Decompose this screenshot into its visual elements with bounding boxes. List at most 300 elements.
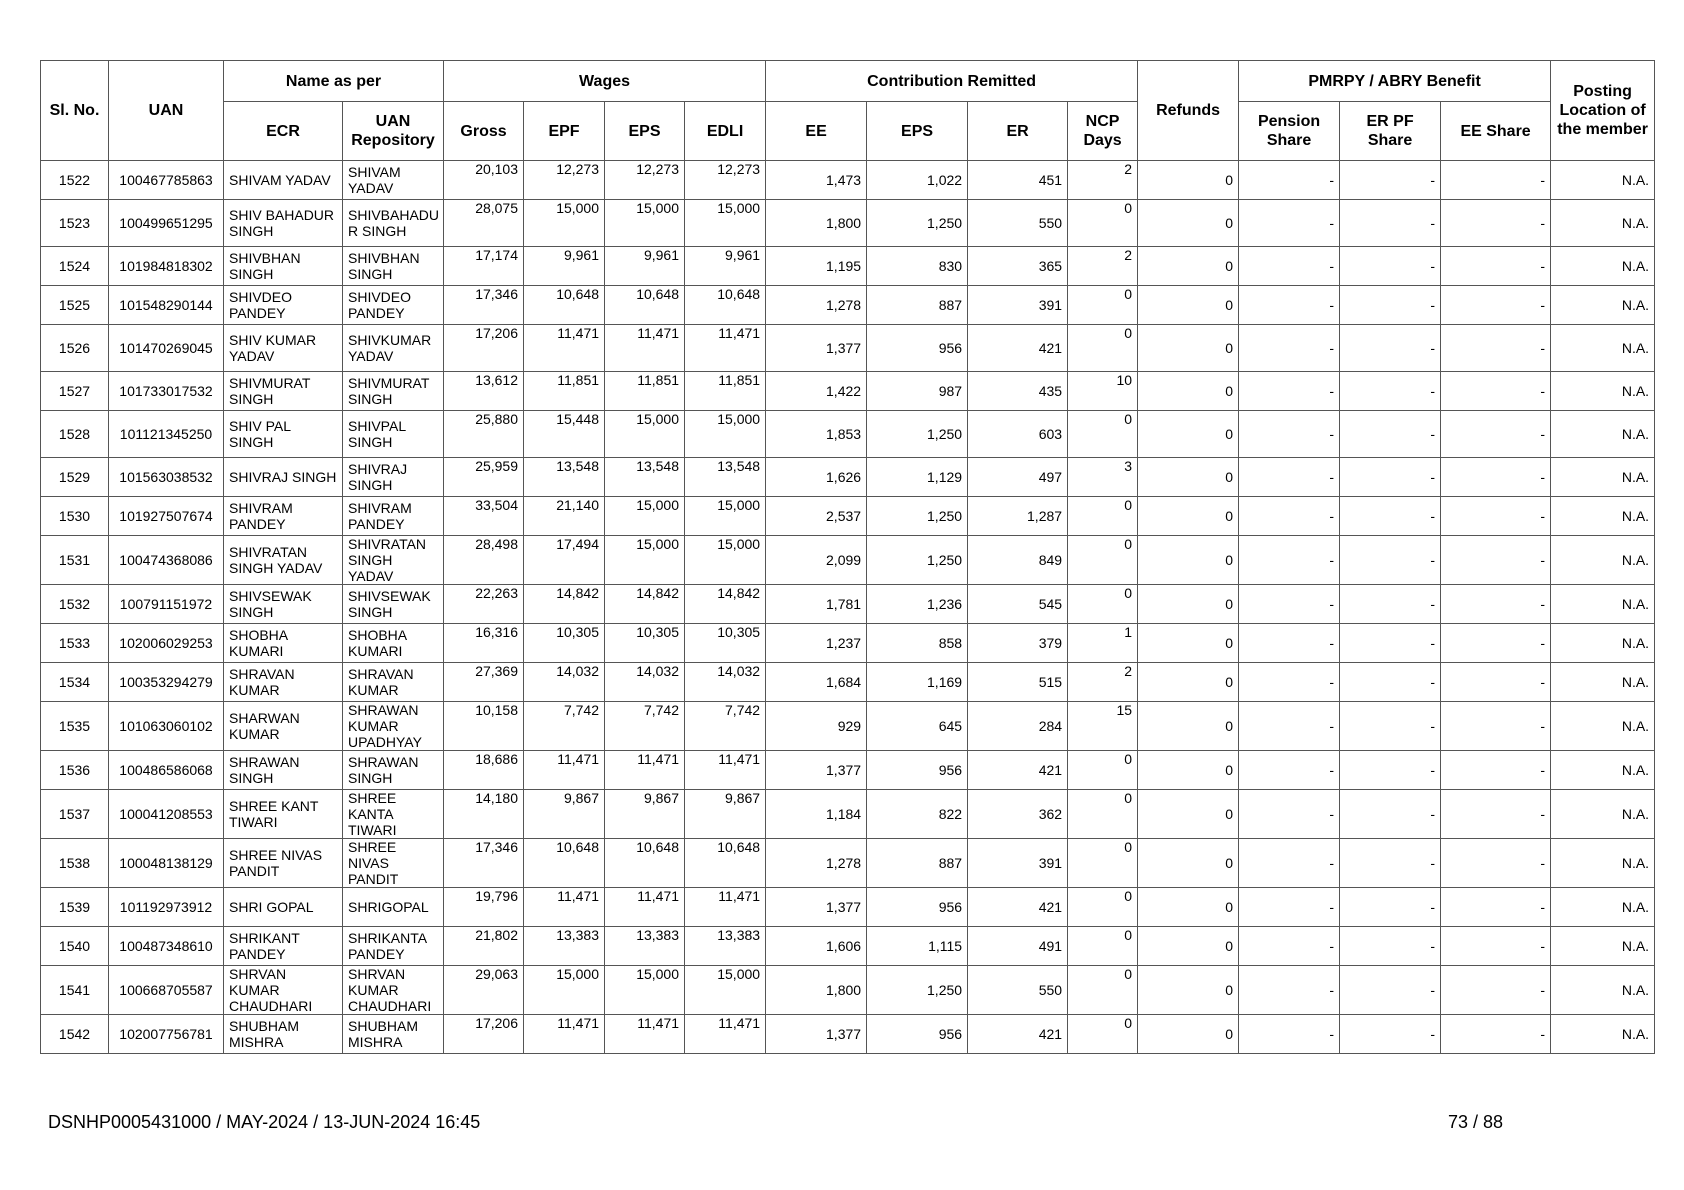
cell-ecr-name: SHIV PAL SINGH — [224, 411, 343, 458]
group-name-as-per: Name as per — [224, 61, 444, 102]
table-row — [41, 839, 1655, 888]
cell-sl-no: 1537 — [41, 790, 109, 839]
cell-posting-location: N.A. — [1551, 1015, 1655, 1054]
cell-ncp-days: 0 — [1068, 839, 1138, 888]
cell-er: 435 — [968, 372, 1068, 411]
cell-uan: 100668705587 — [109, 966, 224, 1015]
cell-epf: 21,140 — [524, 497, 605, 536]
cell-uan-repository-name: SHIVBAHADU R SINGH — [343, 200, 444, 247]
cell-er-pf-share: - — [1340, 702, 1441, 751]
ecr-contribution-table — [40, 60, 1655, 1054]
cell-epf: 9,867 — [524, 790, 605, 839]
cell-uan-repository-name: SHIVRATAN SINGH YADAV — [343, 536, 444, 585]
cell-pension-share: - — [1239, 325, 1340, 372]
cell-ee-share: - — [1441, 702, 1551, 751]
cell-uan: 100353294279 — [109, 663, 224, 702]
cell-er-pf-share: - — [1340, 927, 1441, 966]
cell-sl-no: 1524 — [41, 247, 109, 286]
cell-ncp-days: 0 — [1068, 927, 1138, 966]
cell-eps: 10,648 — [605, 286, 685, 325]
cell-edli: 11,471 — [685, 888, 766, 927]
cell-epf: 14,032 — [524, 663, 605, 702]
cell-ee: 1,377 — [766, 1015, 867, 1054]
cell-pension-share: - — [1239, 536, 1340, 585]
cell-er: 451 — [968, 161, 1068, 200]
cell-posting-location: N.A. — [1551, 372, 1655, 411]
cell-ee: 1,626 — [766, 458, 867, 497]
table-row — [41, 585, 1655, 624]
cell-ncp-days: 2 — [1068, 247, 1138, 286]
cell-er-pf-share: - — [1340, 839, 1441, 888]
col-er-pf-share: ER PF Share — [1340, 102, 1441, 161]
cell-ecr-name: SHIVSEWAK SINGH — [224, 585, 343, 624]
cell-ecr-name: SHOBHA KUMARI — [224, 624, 343, 663]
cell-ee-share: - — [1441, 624, 1551, 663]
cell-contrib-eps: 1,115 — [867, 927, 968, 966]
table-row — [41, 325, 1655, 372]
cell-eps: 13,383 — [605, 927, 685, 966]
col-eps: EPS — [605, 102, 685, 161]
cell-er: 391 — [968, 286, 1068, 325]
cell-ee-share: - — [1441, 325, 1551, 372]
table-row — [41, 1015, 1655, 1054]
table-header — [41, 61, 1655, 161]
cell-contrib-eps: 822 — [867, 790, 968, 839]
cell-ee-share: - — [1441, 161, 1551, 200]
cell-uan: 101927507674 — [109, 497, 224, 536]
cell-posting-location: N.A. — [1551, 663, 1655, 702]
table-row — [41, 247, 1655, 286]
cell-epf: 13,548 — [524, 458, 605, 497]
cell-eps: 10,305 — [605, 624, 685, 663]
cell-er-pf-share: - — [1340, 161, 1441, 200]
cell-pension-share: - — [1239, 458, 1340, 497]
cell-edli: 13,548 — [685, 458, 766, 497]
cell-posting-location: N.A. — [1551, 790, 1655, 839]
cell-epf: 11,471 — [524, 888, 605, 927]
cell-ecr-name: SHIVAM YADAV — [224, 161, 343, 200]
cell-ee-share: - — [1441, 790, 1551, 839]
cell-uan: 102006029253 — [109, 624, 224, 663]
cell-contrib-eps: 1,022 — [867, 161, 968, 200]
cell-pension-share: - — [1239, 497, 1340, 536]
cell-uan-repository-name: SHUBHAM MISHRA — [343, 1015, 444, 1054]
cell-sl-no: 1522 — [41, 161, 109, 200]
cell-er-pf-share: - — [1340, 888, 1441, 927]
cell-sl-no: 1527 — [41, 372, 109, 411]
cell-ecr-name: SHREE NIVAS PANDIT — [224, 839, 343, 888]
cell-epf: 11,851 — [524, 372, 605, 411]
cell-ecr-name: SHIVBHAN SINGH — [224, 247, 343, 286]
cell-posting-location: N.A. — [1551, 411, 1655, 458]
cell-er-pf-share: - — [1340, 325, 1441, 372]
cell-uan-repository-name: SHIVSEWAK SINGH — [343, 585, 444, 624]
cell-edli: 10,648 — [685, 286, 766, 325]
cell-pension-share: - — [1239, 286, 1340, 325]
cell-contrib-eps: 956 — [867, 325, 968, 372]
cell-posting-location: N.A. — [1551, 702, 1655, 751]
page-number: 73 / 88 — [1448, 1112, 1504, 1132]
cell-sl-no: 1536 — [41, 751, 109, 790]
cell-refunds: 0 — [1138, 200, 1239, 247]
cell-er-pf-share: - — [1340, 1015, 1441, 1054]
cell-ee-share: - — [1441, 200, 1551, 247]
cell-posting-location: N.A. — [1551, 458, 1655, 497]
cell-pension-share: - — [1239, 839, 1340, 888]
cell-posting-location: N.A. — [1551, 927, 1655, 966]
cell-er-pf-share: - — [1340, 790, 1441, 839]
cell-contrib-eps: 1,129 — [867, 458, 968, 497]
cell-ee-share: - — [1441, 966, 1551, 1015]
cell-uan: 101470269045 — [109, 325, 224, 372]
cell-ee: 1,800 — [766, 200, 867, 247]
cell-ee: 1,377 — [766, 751, 867, 790]
cell-er-pf-share: - — [1340, 624, 1441, 663]
cell-refunds: 0 — [1138, 372, 1239, 411]
cell-gross: 13,612 — [444, 372, 524, 411]
cell-eps: 11,471 — [605, 325, 685, 372]
cell-er: 421 — [968, 888, 1068, 927]
cell-edli: 11,471 — [685, 751, 766, 790]
cell-ee: 1,853 — [766, 411, 867, 458]
cell-ee: 1,606 — [766, 927, 867, 966]
cell-gross: 21,802 — [444, 927, 524, 966]
cell-ee-share: - — [1441, 751, 1551, 790]
cell-posting-location: N.A. — [1551, 839, 1655, 888]
cell-gross: 28,075 — [444, 200, 524, 247]
table-row — [41, 702, 1655, 751]
cell-refunds: 0 — [1138, 1015, 1239, 1054]
cell-posting-location: N.A. — [1551, 497, 1655, 536]
cell-posting-location: N.A. — [1551, 200, 1655, 247]
cell-ee-share: - — [1441, 663, 1551, 702]
cell-er-pf-share: - — [1340, 411, 1441, 458]
cell-ee: 1,184 — [766, 790, 867, 839]
cell-ecr-name: SHRAWAN SINGH — [224, 751, 343, 790]
cell-ncp-days: 0 — [1068, 497, 1138, 536]
cell-gross: 29,063 — [444, 966, 524, 1015]
col-refunds: Refunds — [1138, 61, 1239, 161]
cell-eps: 12,273 — [605, 161, 685, 200]
cell-uan: 100041208553 — [109, 790, 224, 839]
cell-ncp-days: 0 — [1068, 200, 1138, 247]
cell-ncp-days: 1 — [1068, 624, 1138, 663]
cell-ecr-name: SHIVRATAN SINGH YADAV — [224, 536, 343, 585]
cell-er: 603 — [968, 411, 1068, 458]
cell-uan-repository-name: SHOBHA KUMARI — [343, 624, 444, 663]
table-row — [41, 200, 1655, 247]
col-uan-repository: UAN Repository — [343, 102, 444, 161]
cell-ncp-days: 15 — [1068, 702, 1138, 751]
cell-refunds: 0 — [1138, 927, 1239, 966]
cell-pension-share: - — [1239, 702, 1340, 751]
cell-ncp-days: 0 — [1068, 790, 1138, 839]
cell-sl-no: 1540 — [41, 927, 109, 966]
cell-er: 421 — [968, 325, 1068, 372]
cell-uan: 100467785863 — [109, 161, 224, 200]
table-row — [41, 790, 1655, 839]
cell-epf: 12,273 — [524, 161, 605, 200]
cell-ee-share: - — [1441, 497, 1551, 536]
cell-ncp-days: 0 — [1068, 1015, 1138, 1054]
cell-sl-no: 1533 — [41, 624, 109, 663]
cell-sl-no: 1535 — [41, 702, 109, 751]
col-ee-share: EE Share — [1441, 102, 1551, 161]
cell-ee: 1,684 — [766, 663, 867, 702]
cell-ncp-days: 2 — [1068, 663, 1138, 702]
cell-er-pf-share: - — [1340, 458, 1441, 497]
cell-ee: 1,473 — [766, 161, 867, 200]
cell-ncp-days: 0 — [1068, 751, 1138, 790]
cell-eps: 9,961 — [605, 247, 685, 286]
cell-ee: 1,781 — [766, 585, 867, 624]
cell-pension-share: - — [1239, 585, 1340, 624]
cell-posting-location: N.A. — [1551, 751, 1655, 790]
cell-ee-share: - — [1441, 927, 1551, 966]
col-uan: UAN — [109, 61, 224, 161]
cell-edli: 10,648 — [685, 839, 766, 888]
cell-uan-repository-name: SHIVRAJ SINGH — [343, 458, 444, 497]
cell-gross: 16,316 — [444, 624, 524, 663]
cell-er: 379 — [968, 624, 1068, 663]
cell-pension-share: - — [1239, 790, 1340, 839]
cell-sl-no: 1528 — [41, 411, 109, 458]
cell-uan-repository-name: SHIVPAL SINGH — [343, 411, 444, 458]
cell-sl-no: 1525 — [41, 286, 109, 325]
cell-sl-no: 1530 — [41, 497, 109, 536]
cell-ecr-name: SHIVRAJ SINGH — [224, 458, 343, 497]
cell-eps: 15,000 — [605, 536, 685, 585]
cell-posting-location: N.A. — [1551, 585, 1655, 624]
cell-ncp-days: 0 — [1068, 325, 1138, 372]
cell-epf: 10,648 — [524, 286, 605, 325]
cell-eps: 10,648 — [605, 839, 685, 888]
cell-uan-repository-name: SHREE NIVAS PANDIT — [343, 839, 444, 888]
cell-eps: 9,867 — [605, 790, 685, 839]
cell-sl-no: 1539 — [41, 888, 109, 927]
cell-epf: 10,305 — [524, 624, 605, 663]
cell-contrib-eps: 956 — [867, 1015, 968, 1054]
cell-er-pf-share: - — [1340, 247, 1441, 286]
cell-er-pf-share: - — [1340, 663, 1441, 702]
cell-contrib-eps: 1,169 — [867, 663, 968, 702]
cell-epf: 15,448 — [524, 411, 605, 458]
group-pmrpy-abry: PMRPY / ABRY Benefit — [1239, 61, 1551, 102]
cell-gross: 20,103 — [444, 161, 524, 200]
col-contrib-eps: EPS — [867, 102, 968, 161]
cell-ecr-name: SHIV KUMAR YADAV — [224, 325, 343, 372]
cell-contrib-eps: 858 — [867, 624, 968, 663]
cell-refunds: 0 — [1138, 325, 1239, 372]
cell-er: 391 — [968, 839, 1068, 888]
cell-pension-share: - — [1239, 663, 1340, 702]
cell-ee-share: - — [1441, 1015, 1551, 1054]
cell-ecr-name: SHRIKANT PANDEY — [224, 927, 343, 966]
cell-eps: 11,851 — [605, 372, 685, 411]
cell-gross: 25,880 — [444, 411, 524, 458]
cell-uan: 100499651295 — [109, 200, 224, 247]
cell-edli: 7,742 — [685, 702, 766, 751]
cell-gross: 14,180 — [444, 790, 524, 839]
cell-sl-no: 1534 — [41, 663, 109, 702]
cell-er: 362 — [968, 790, 1068, 839]
cell-epf: 15,000 — [524, 200, 605, 247]
cell-er: 849 — [968, 536, 1068, 585]
col-er: ER — [968, 102, 1068, 161]
cell-refunds: 0 — [1138, 966, 1239, 1015]
cell-contrib-eps: 830 — [867, 247, 968, 286]
table-row — [41, 927, 1655, 966]
cell-ee: 1,278 — [766, 839, 867, 888]
cell-edli: 15,000 — [685, 966, 766, 1015]
cell-ee: 1,278 — [766, 286, 867, 325]
cell-epf: 9,961 — [524, 247, 605, 286]
cell-uan: 101548290144 — [109, 286, 224, 325]
table-row — [41, 458, 1655, 497]
cell-sl-no: 1541 — [41, 966, 109, 1015]
cell-gross: 22,263 — [444, 585, 524, 624]
cell-contrib-eps: 1,250 — [867, 536, 968, 585]
cell-edli: 11,471 — [685, 325, 766, 372]
cell-pension-share: - — [1239, 624, 1340, 663]
cell-edli: 12,273 — [685, 161, 766, 200]
cell-edli: 11,851 — [685, 372, 766, 411]
table-row — [41, 888, 1655, 927]
cell-ecr-name: SHARWAN KUMAR — [224, 702, 343, 751]
cell-er: 365 — [968, 247, 1068, 286]
col-posting-location: Posting Location of the member — [1551, 61, 1655, 161]
cell-uan-repository-name: SHIVKUMAR YADAV — [343, 325, 444, 372]
cell-ecr-name: SHRVAN KUMAR CHAUDHARI — [224, 966, 343, 1015]
cell-eps: 13,548 — [605, 458, 685, 497]
cell-refunds: 0 — [1138, 161, 1239, 200]
cell-edli: 13,383 — [685, 927, 766, 966]
cell-uan-repository-name: SHIVMURAT SINGH — [343, 372, 444, 411]
cell-ncp-days: 0 — [1068, 411, 1138, 458]
cell-pension-share: - — [1239, 966, 1340, 1015]
cell-ee-share: - — [1441, 458, 1551, 497]
cell-epf: 7,742 — [524, 702, 605, 751]
cell-edli: 15,000 — [685, 411, 766, 458]
cell-sl-no: 1542 — [41, 1015, 109, 1054]
cell-ee: 1,377 — [766, 888, 867, 927]
cell-posting-location: N.A. — [1551, 536, 1655, 585]
cell-ncp-days: 0 — [1068, 966, 1138, 1015]
cell-ee: 1,800 — [766, 966, 867, 1015]
cell-pension-share: - — [1239, 161, 1340, 200]
cell-er: 545 — [968, 585, 1068, 624]
cell-edli: 9,961 — [685, 247, 766, 286]
cell-er-pf-share: - — [1340, 286, 1441, 325]
group-wages: Wages — [444, 61, 766, 102]
cell-refunds: 0 — [1138, 411, 1239, 458]
cell-epf: 11,471 — [524, 1015, 605, 1054]
cell-sl-no: 1523 — [41, 200, 109, 247]
cell-ee-share: - — [1441, 536, 1551, 585]
cell-gross: 33,504 — [444, 497, 524, 536]
cell-contrib-eps: 987 — [867, 372, 968, 411]
cell-pension-share: - — [1239, 247, 1340, 286]
cell-refunds: 0 — [1138, 790, 1239, 839]
cell-ncp-days: 0 — [1068, 585, 1138, 624]
cell-ee: 1,422 — [766, 372, 867, 411]
cell-uan-repository-name: SHRVAN KUMAR CHAUDHARI — [343, 966, 444, 1015]
cell-contrib-eps: 1,250 — [867, 497, 968, 536]
cell-uan-repository-name: SHIVDEO PANDEY — [343, 286, 444, 325]
cell-refunds: 0 — [1138, 497, 1239, 536]
cell-gross: 17,206 — [444, 1015, 524, 1054]
cell-ecr-name: SHRAVAN KUMAR — [224, 663, 343, 702]
cell-ncp-days: 2 — [1068, 161, 1138, 200]
col-ee: EE — [766, 102, 867, 161]
col-ecr: ECR — [224, 102, 343, 161]
cell-eps: 15,000 — [605, 200, 685, 247]
table-row — [41, 624, 1655, 663]
cell-eps: 15,000 — [605, 411, 685, 458]
cell-edli: 9,867 — [685, 790, 766, 839]
table-row — [41, 161, 1655, 200]
cell-posting-location: N.A. — [1551, 161, 1655, 200]
cell-er-pf-share: - — [1340, 536, 1441, 585]
cell-refunds: 0 — [1138, 247, 1239, 286]
cell-epf: 11,471 — [524, 751, 605, 790]
cell-ee: 1,195 — [766, 247, 867, 286]
table-row — [41, 751, 1655, 790]
cell-pension-share: - — [1239, 200, 1340, 247]
cell-gross: 19,796 — [444, 888, 524, 927]
table-row — [41, 286, 1655, 325]
col-gross: Gross — [444, 102, 524, 161]
cell-er: 550 — [968, 966, 1068, 1015]
cell-uan: 101192973912 — [109, 888, 224, 927]
cell-ecr-name: SHUBHAM MISHRA — [224, 1015, 343, 1054]
cell-uan-repository-name: SHRIKANTA PANDEY — [343, 927, 444, 966]
cell-refunds: 0 — [1138, 286, 1239, 325]
cell-ee: 1,237 — [766, 624, 867, 663]
cell-contrib-eps: 1,236 — [867, 585, 968, 624]
cell-refunds: 0 — [1138, 702, 1239, 751]
cell-eps: 15,000 — [605, 966, 685, 1015]
cell-uan-repository-name: SHIVBHAN SINGH — [343, 247, 444, 286]
cell-uan: 100487348610 — [109, 927, 224, 966]
cell-eps: 11,471 — [605, 888, 685, 927]
cell-er-pf-share: - — [1340, 372, 1441, 411]
cell-uan: 100474368086 — [109, 536, 224, 585]
cell-ee: 1,377 — [766, 325, 867, 372]
cell-refunds: 0 — [1138, 585, 1239, 624]
col-edli: EDLI — [685, 102, 766, 161]
cell-er: 550 — [968, 200, 1068, 247]
cell-er-pf-share: - — [1340, 497, 1441, 536]
document-reference: DSNHP0005431000 / MAY-2024 / 13-JUN-2024 16:45 — [48, 1112, 481, 1132]
cell-uan: 102007756781 — [109, 1015, 224, 1054]
cell-ecr-name: SHRI GOPAL — [224, 888, 343, 927]
cell-refunds: 0 — [1138, 663, 1239, 702]
cell-ee: 929 — [766, 702, 867, 751]
cell-ncp-days: 10 — [1068, 372, 1138, 411]
col-sl-no: Sl. No. — [41, 61, 109, 161]
cell-gross: 18,686 — [444, 751, 524, 790]
cell-gross: 17,174 — [444, 247, 524, 286]
cell-contrib-eps: 1,250 — [867, 411, 968, 458]
cell-uan: 101121345250 — [109, 411, 224, 458]
cell-eps: 7,742 — [605, 702, 685, 751]
cell-pension-share: - — [1239, 1015, 1340, 1054]
cell-ncp-days: 0 — [1068, 888, 1138, 927]
cell-refunds: 0 — [1138, 458, 1239, 497]
cell-gross: 28,498 — [444, 536, 524, 585]
cell-ee: 2,537 — [766, 497, 867, 536]
